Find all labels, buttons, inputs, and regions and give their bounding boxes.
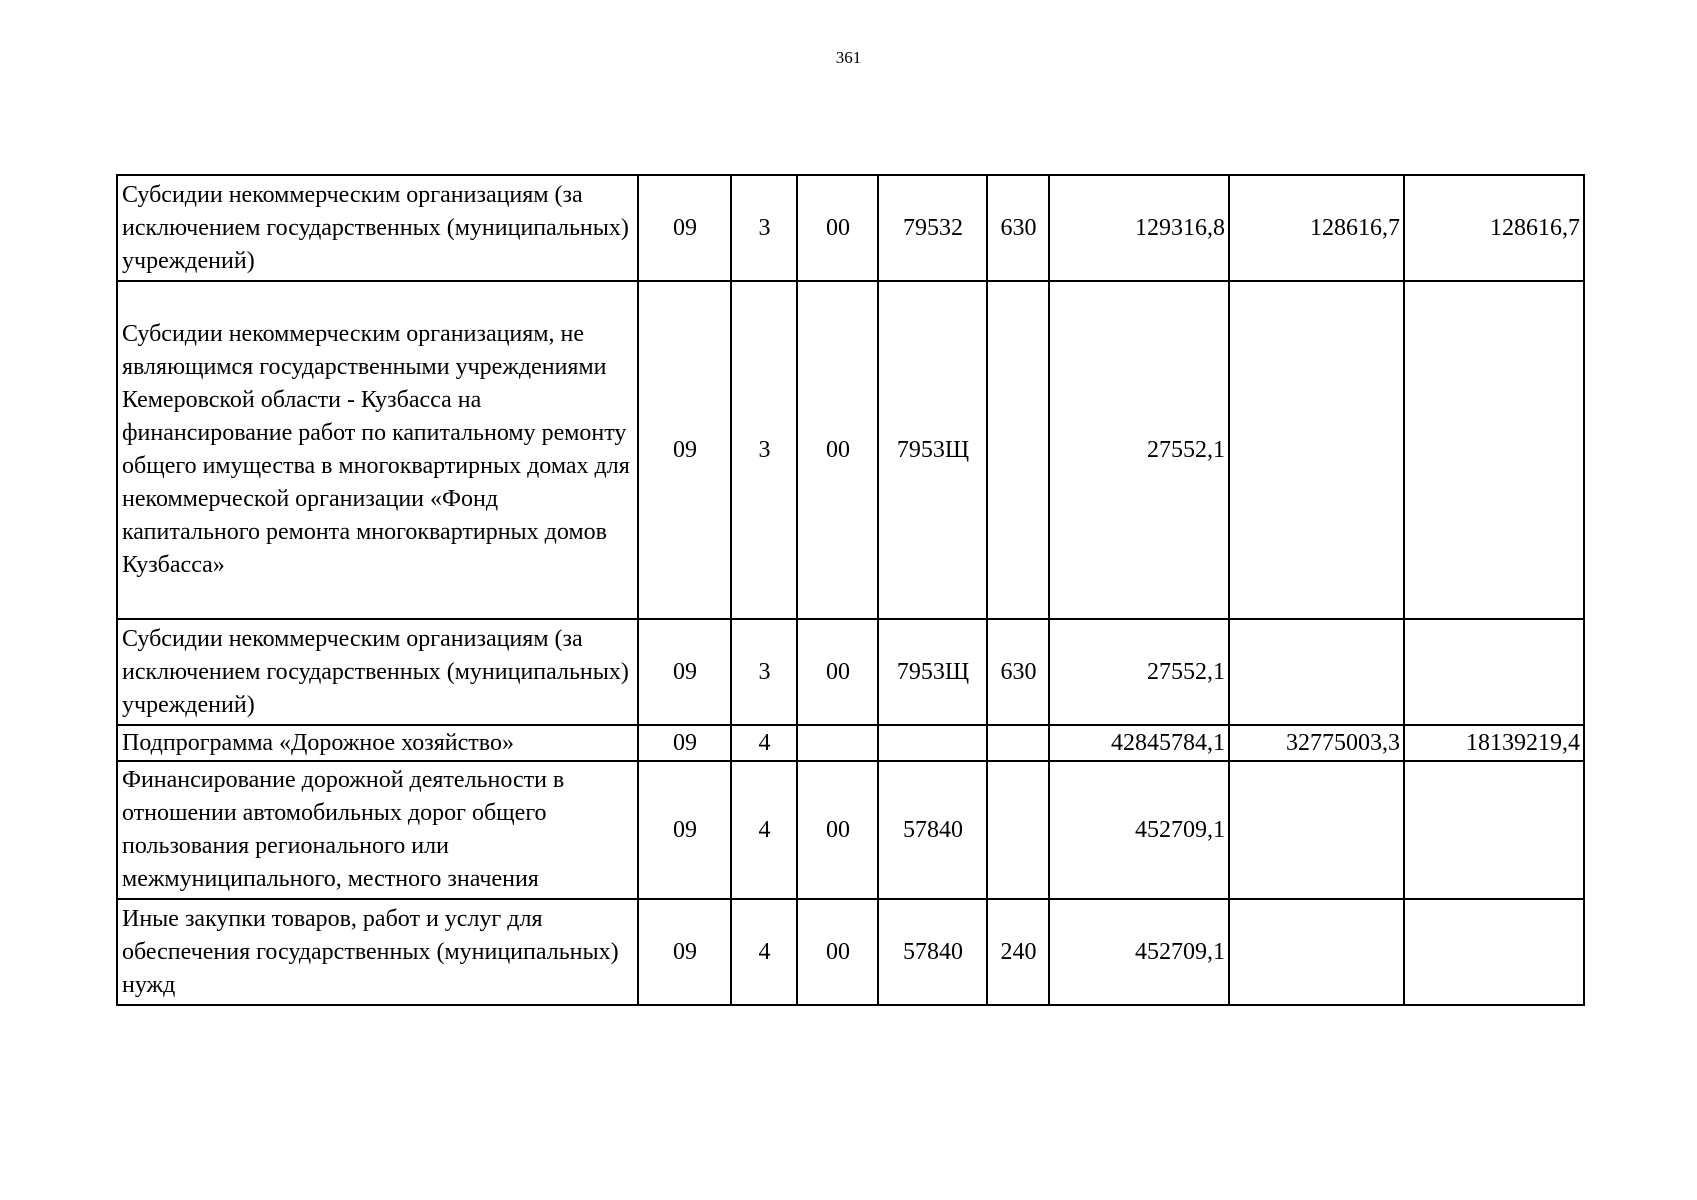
table-row <box>117 761 1584 899</box>
program-cell: 00 <box>797 899 878 1005</box>
year2-amount-cell <box>1229 761 1404 899</box>
section-cell: 09 <box>638 899 731 1005</box>
year1-amount-cell: 452709,1 <box>1049 761 1229 899</box>
expense-type-cell: 630 <box>987 175 1049 281</box>
expense-type-cell <box>987 725 1049 761</box>
subsection-cell: 3 <box>731 175 797 281</box>
section-cell: 09 <box>638 619 731 725</box>
program-cell: 00 <box>797 175 878 281</box>
year3-amount-cell <box>1404 899 1584 1005</box>
expense-type-cell <box>987 761 1049 899</box>
direction-cell: 57840 <box>878 899 987 1005</box>
row-name-cell: Субсидии некоммерческим организациям, не являющимся государственными учреждениями Кемеровской области - Кузбасса на финансирование работ по капитальному ремонту общего имущества в многоквартирных домах для некоммерческой организации «Фонд капитального ремонта многоквартирных домов Кузбасса» <box>117 281 638 619</box>
year3-amount-cell <box>1404 619 1584 725</box>
expense-type-cell: 240 <box>987 899 1049 1005</box>
table-row <box>117 175 1584 281</box>
direction-cell: 57840 <box>878 761 987 899</box>
program-cell: 00 <box>797 761 878 899</box>
direction-cell: 79532 <box>878 175 987 281</box>
direction-cell: 7953Щ <box>878 619 987 725</box>
table-row <box>117 725 1584 761</box>
year1-amount-cell: 129316,8 <box>1049 175 1229 281</box>
expense-type-cell: 630 <box>987 619 1049 725</box>
row-name-cell: Финансирование дорожной деятельности в отношении автомобильных дорог общего пользования регионального или межмуниципального, местного значения <box>117 761 638 899</box>
year3-amount-cell: 18139219,4 <box>1404 725 1584 761</box>
row-name-cell: Иные закупки товаров, работ и услуг для обеспечения государственных (муниципальных) нужд <box>117 899 638 1005</box>
section-cell: 09 <box>638 761 731 899</box>
row-name-cell: Субсидии некоммерческим организациям (за исключением государственных (муниципальных) учреждений) <box>117 175 638 281</box>
subsection-cell: 3 <box>731 619 797 725</box>
table-row <box>117 619 1584 725</box>
year2-amount-cell <box>1229 619 1404 725</box>
year2-amount-cell <box>1229 899 1404 1005</box>
direction-cell: 7953Щ <box>878 281 987 619</box>
program-cell <box>797 725 878 761</box>
table-row <box>117 899 1584 1005</box>
year1-amount-cell: 452709,1 <box>1049 899 1229 1005</box>
subsection-cell: 3 <box>731 281 797 619</box>
budget-table <box>116 174 1585 1006</box>
section-cell: 09 <box>638 281 731 619</box>
year2-amount-cell: 32775003,3 <box>1229 725 1404 761</box>
year3-amount-cell <box>1404 281 1584 619</box>
year3-amount-cell: 128616,7 <box>1404 175 1584 281</box>
direction-cell <box>878 725 987 761</box>
year3-amount-cell <box>1404 761 1584 899</box>
section-cell: 09 <box>638 725 731 761</box>
row-name-cell: Подпрограмма «Дорожное хозяйство» <box>117 725 638 761</box>
year1-amount-cell: 27552,1 <box>1049 281 1229 619</box>
subsection-cell: 4 <box>731 725 797 761</box>
section-cell: 09 <box>638 175 731 281</box>
row-name-cell: Субсидии некоммерческим организациям (за исключением государственных (муниципальных) учреждений) <box>117 619 638 725</box>
year2-amount-cell <box>1229 281 1404 619</box>
year2-amount-cell: 128616,7 <box>1229 175 1404 281</box>
page-number: 361 <box>835 48 862 67</box>
year1-amount-cell: 27552,1 <box>1049 619 1229 725</box>
subsection-cell: 4 <box>731 761 797 899</box>
expense-type-cell <box>987 281 1049 619</box>
program-cell: 00 <box>797 619 878 725</box>
table-row <box>117 281 1584 619</box>
year1-amount-cell: 42845784,1 <box>1049 725 1229 761</box>
program-cell: 00 <box>797 281 878 619</box>
subsection-cell: 4 <box>731 899 797 1005</box>
